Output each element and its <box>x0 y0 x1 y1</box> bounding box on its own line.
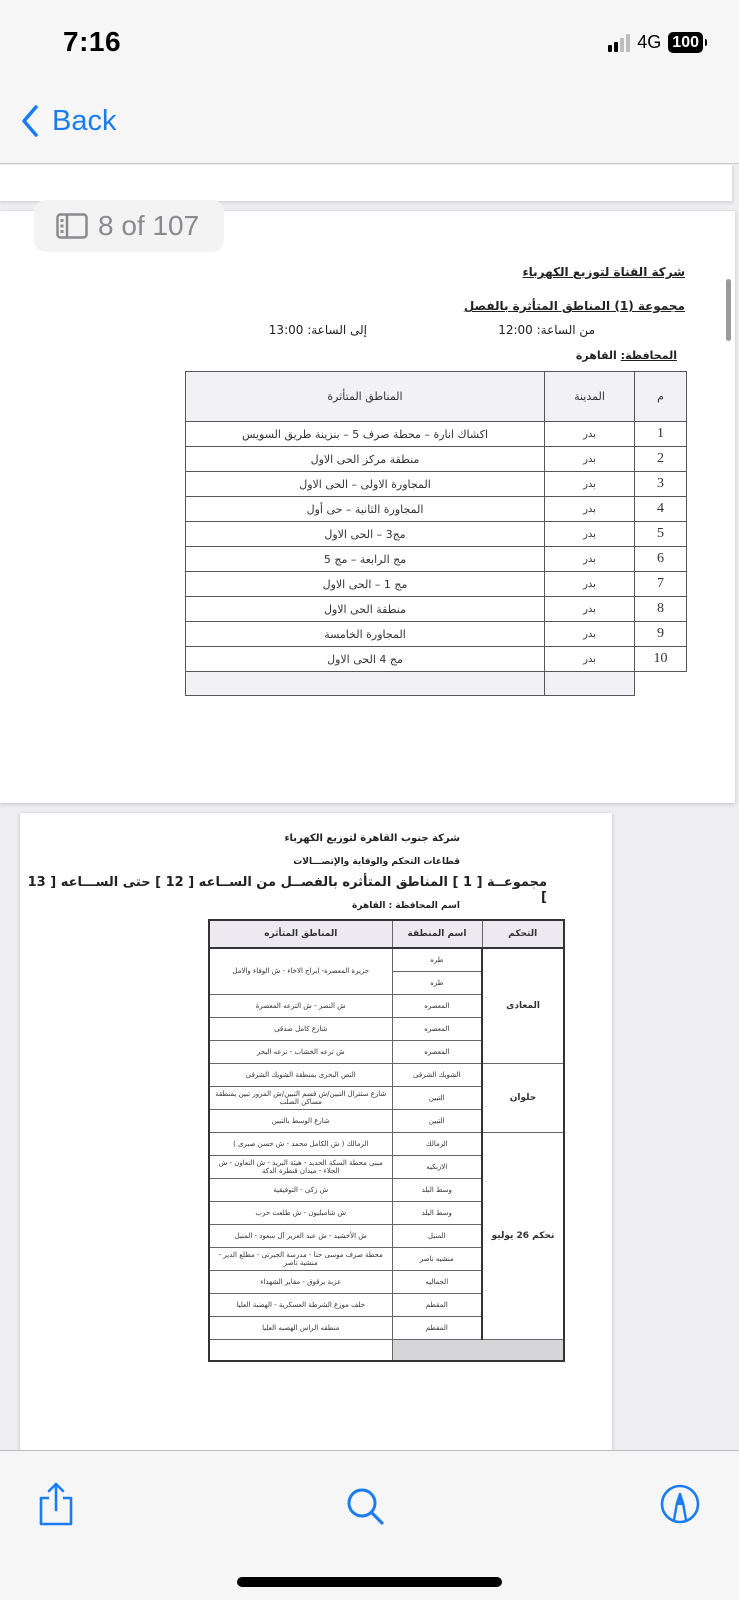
row-area: اكشاك انارة – محطة صرف 5 – بنزينة طريق السويس <box>186 422 545 447</box>
pdf-page-8 <box>0 211 735 803</box>
area-name: وسط البلد <box>392 1201 482 1224</box>
area-name: المعصره <box>392 1017 482 1040</box>
row-number: 7 <box>635 572 687 597</box>
header-area-name: اسم المنطقة <box>392 920 482 948</box>
row-area: مج3 – الحى الاول <box>186 522 545 547</box>
page-count-label: 8 of 107 <box>98 210 200 241</box>
area-name: المقطم <box>392 1293 482 1316</box>
affected-areas: ش شامبليون - ش طلعت حرب <box>209 1201 392 1224</box>
table-row <box>186 647 687 672</box>
row-number: 10 <box>635 647 687 672</box>
header-affected: المناطق المتأثره <box>209 920 392 948</box>
control-name: المعادى <box>482 948 564 1063</box>
page-indicator[interactable] <box>34 200 224 252</box>
table-header-row <box>186 372 687 422</box>
back-button[interactable] <box>20 104 116 138</box>
signal-icon <box>608 34 630 52</box>
row-number: 5 <box>635 522 687 547</box>
table-row <box>186 597 687 622</box>
row-city: بدر <box>545 447 635 472</box>
area-name: طره <box>392 971 482 994</box>
chevron-left-icon <box>20 104 40 138</box>
affected-areas: جزيرة المعصرة- ابراج الاخاء - ش الوفاء والامل <box>209 948 392 994</box>
sector-name: قطاعات التحكم والوقاية والإتصـــالات <box>293 857 460 867</box>
affected-areas: شارع الوسط بالتبين <box>209 1109 392 1132</box>
group-title: مجموعــة [ 1 ] المناطق المتأثره بالفصــل من الســاعه [ 12 ] حتى الســـاعه [ 13 ] <box>27 875 547 905</box>
header-city: المدينة <box>545 372 635 422</box>
area-name: المعصره <box>392 994 482 1017</box>
governorate <box>576 349 677 362</box>
area-name: الشويك الشرقى <box>392 1063 482 1086</box>
share-icon <box>36 1481 76 1527</box>
search-icon <box>345 1486 387 1528</box>
row-city: بدر <box>545 472 635 497</box>
header-control: التحكم <box>482 920 564 948</box>
from-time: من الساعة: 12:00 <box>498 323 595 337</box>
row-number: 6 <box>635 547 687 572</box>
area-name: المعصره <box>392 1040 482 1063</box>
table-row <box>186 472 687 497</box>
row-area: مج الرابعة – مج 5 <box>186 547 545 572</box>
scrollbar[interactable] <box>726 279 731 341</box>
control-name: حلوان <box>482 1063 564 1132</box>
row-city: بدر <box>545 547 635 572</box>
affected-areas: ش زكى - التوفيقية <box>209 1178 392 1201</box>
markup-button[interactable] <box>660 1484 700 1524</box>
governorate-value: القاهرة <box>575 349 617 362</box>
table-row <box>209 948 564 971</box>
affected-areas: شارع كامل صدقى <box>209 1017 392 1040</box>
row-area: المجاورة الثانية – حى أول <box>186 497 545 522</box>
home-indicator[interactable] <box>237 1577 502 1587</box>
table-row <box>186 422 687 447</box>
table-row <box>186 622 687 647</box>
share-button[interactable] <box>36 1481 76 1527</box>
affected-areas: ش النصر - ش الترعه المعصرة <box>209 994 392 1017</box>
row-city: بدر <box>545 422 635 447</box>
table-row <box>186 522 687 547</box>
affected-areas: شارع ستترال التبين/ش قسم التبين/ش المرور تبين بمنطقة مساكن الصلب <box>209 1086 392 1109</box>
group-title: مجموعة (1) المناطق المتأثرة بالفصل <box>463 299 685 313</box>
area-name: المنيل <box>392 1224 482 1247</box>
affected-areas: محطة صرف موسى حنا - مدرسة الجبرتى - مطلع الدير - منشية ناصر <box>209 1247 392 1270</box>
row-city: بدر <box>545 622 635 647</box>
row-city: بدر <box>545 572 635 597</box>
header-areas: المناطق المتأثرة <box>186 372 545 422</box>
company-name: شركة جنوب القاهرة لتوزيع الكهرباء <box>284 833 460 844</box>
area-name: منشيه ناصر <box>392 1247 482 1270</box>
row-number: 2 <box>635 447 687 472</box>
markup-icon <box>660 1484 700 1524</box>
row-number: 4 <box>635 497 687 522</box>
row-city: بدر <box>545 497 635 522</box>
area-name: المقطم <box>392 1316 482 1339</box>
row-area: مج 1 – الحى الاول <box>186 572 545 597</box>
table-row <box>186 497 687 522</box>
table-row-empty <box>186 672 687 696</box>
affected-areas-table <box>208 919 565 1362</box>
control-name: تحكم 26 يوليو <box>482 1132 564 1339</box>
row-number: 9 <box>635 622 687 647</box>
table-header-row <box>209 920 564 948</box>
affected-areas: الزمالك ( ش الكامل محمد - ش حسن صبرى ) <box>209 1132 392 1155</box>
affected-areas: النص البحرى بمنطقة الشويك الشرقى <box>209 1063 392 1086</box>
row-area: منطقة مركز الحى الاول <box>186 447 545 472</box>
to-time: إلى الساعة: 13:00 <box>268 323 367 337</box>
status-indicators <box>608 32 703 53</box>
previous-page <box>0 165 733 201</box>
row-city: بدر <box>545 647 635 672</box>
row-number: 3 <box>635 472 687 497</box>
affected-areas: ش الأخشيد - ش عبد العزيز آل سعود - المنيل <box>209 1224 392 1247</box>
area-name: التبين <box>392 1086 482 1109</box>
row-number: 1 <box>635 422 687 447</box>
document-scroll-area[interactable] <box>0 165 739 1450</box>
back-label: Back <box>52 104 117 137</box>
status-time: 7:16 <box>63 26 122 57</box>
row-city: بدر <box>545 597 635 622</box>
company-name: شركة القناة لتوزيع الكهرباء <box>522 265 685 279</box>
area-name: الجماليه <box>392 1270 482 1293</box>
affected-areas: منطقه الراس الهضبه العليا <box>209 1316 392 1339</box>
table-row <box>209 1063 564 1086</box>
area-name: طره <box>392 948 482 971</box>
affected-areas: خلف موزع الشرطة العسكرية - الهضبة العليا <box>209 1293 392 1316</box>
table-row <box>186 572 687 597</box>
row-city: بدر <box>545 522 635 547</box>
battery-icon: 100 <box>668 32 703 53</box>
governorate-label: المحافظة: <box>620 349 677 362</box>
table-row <box>186 547 687 572</box>
search-button[interactable] <box>345 1486 387 1528</box>
header-number: م <box>635 372 687 422</box>
top-bar <box>0 0 739 164</box>
network-type: 4G <box>637 32 662 52</box>
area-name: الازبكيه <box>392 1155 482 1178</box>
sidebar-thumbnails-icon <box>56 213 88 239</box>
row-area: منطقة الحى الاول <box>186 597 545 622</box>
row-number: 8 <box>635 597 687 622</box>
affected-areas-table <box>185 371 687 696</box>
governorate: اسم المحافظة : القاهرة <box>352 901 460 911</box>
table-row <box>186 447 687 472</box>
affected-areas: عزبة برقوق - مقابر الشهداء <box>209 1270 392 1293</box>
row-area: المجاورة الاولى – الحى الاول <box>186 472 545 497</box>
row-area: المجاورة الخامسة <box>186 622 545 647</box>
pdf-page-9 <box>20 813 612 1450</box>
area-name: الزمالك <box>392 1132 482 1155</box>
affected-areas: ش ترعه الخشاب - ترعه البحر <box>209 1040 392 1063</box>
table-row-empty <box>209 1339 564 1361</box>
row-area: مج 4 الحى الاول <box>186 647 545 672</box>
area-name: التبين <box>392 1109 482 1132</box>
area-name: وسط البلد <box>392 1178 482 1201</box>
table-row <box>209 1132 564 1155</box>
affected-areas: مبنى محطة السكة الحديد - هيئة البريد - ش التعاون - ش الجلاء - ميدان قنطرة الدكة <box>209 1155 392 1178</box>
